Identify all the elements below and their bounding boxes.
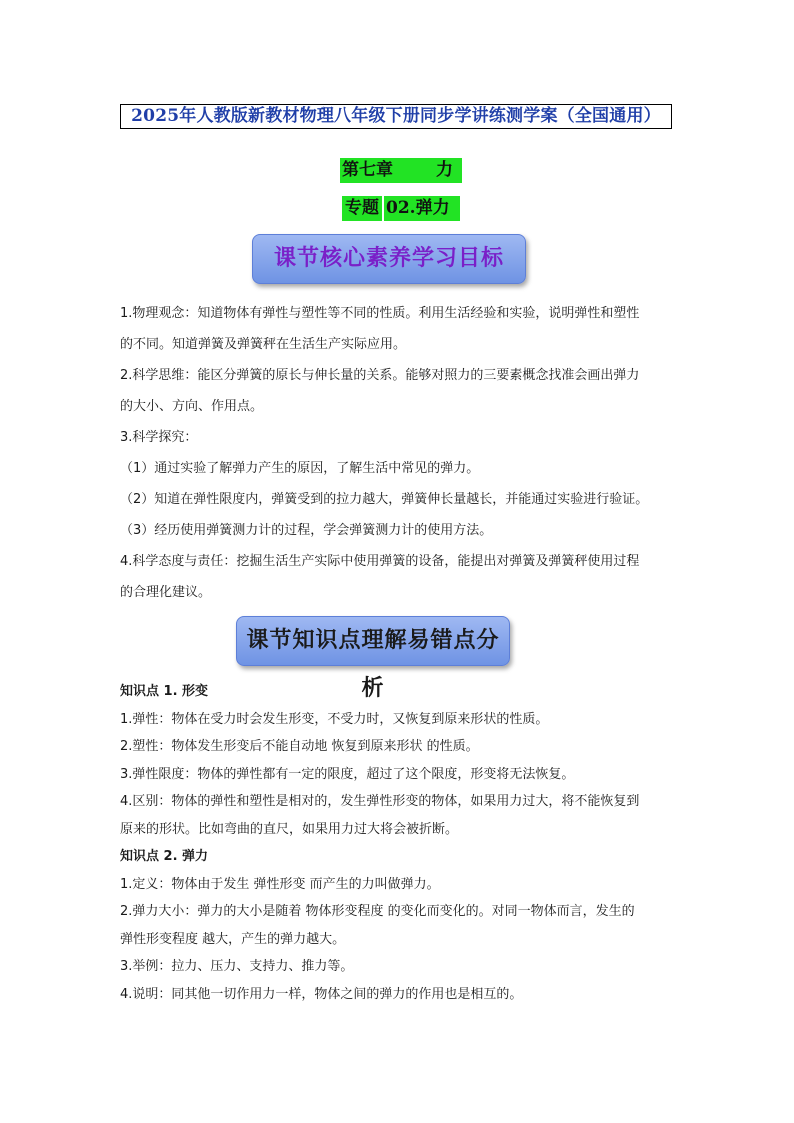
paragraph-line: 2.科学思维：能区分弹簧的原长与伸长量的关系。能够对照力的三要素概念找准会画出弹力 [120, 368, 640, 383]
paragraph-line: （1）通过实验了解弹力产生的原因，了解生活中常见的弹力。 [120, 461, 480, 476]
paragraph-line: 的合理化建议。 [120, 585, 212, 600]
document-title: 2025年人教版新教材物理八年级下册同步学讲练测学案（全国通用） [120, 104, 672, 129]
paragraph-line: 的不同。知道弹簧及弹簧秤在生活生产实际应用。 [120, 337, 407, 352]
paragraph-line: 4.区别：物体的弹性和塑性是相对的，发生弹性形变的物体，如果用力过大，将不能恢复到 [120, 794, 640, 809]
paragraph-line: 弹性形变程度 越大，产生的弹力越大。 [120, 931, 346, 947]
paragraph-line: 4.科学态度与责任：挖掘生活生产实际中使用弹簧的设备，能提出对弹簧及弹簧秤使用过程 [120, 554, 640, 569]
paragraph-line: 3.科学探究： [120, 430, 198, 445]
paragraph-line: 4.说明：同其他一切作用力一样，物体之间的弹力的作用也是相互的。 [120, 986, 523, 1002]
topic-name: 02.弹力 [384, 196, 460, 221]
paragraph-line: 原来的形状。比如弯曲的直尺，如果用力过大将会被折断。 [120, 821, 459, 837]
paragraph-line: 3.举例：拉力、压力、支持力、推力等。 [120, 959, 354, 974]
knowledge-points-text [120, 678, 676, 1008]
section-banner-knowledge-points: 课节知识点理解易错点分析 [236, 616, 510, 666]
chapter-label: 第七章 [342, 160, 393, 180]
knowledge-point-heading: 知识点 1. 形变 [120, 684, 209, 699]
paragraph-line: 3.弹性限度：物体的弹性都有一定的限度，超过了这个限度，形变将无法恢复。 [120, 766, 575, 782]
learning-goals-text [120, 298, 676, 608]
paragraph-line: 1.定义：物体由于发生 弹性形变 而产生的力叫做弹力。 [120, 876, 440, 892]
section-banner-learning-goals: 课节核心素养学习目标 [252, 234, 526, 284]
chapter-subject: 力 [436, 160, 453, 180]
chapter-heading [340, 158, 462, 183]
paragraph-line: （2）知道在弹性限度内，弹簧受到的拉力越大，弹簧伸长量越长，并能通过实验进行验证。 [120, 492, 649, 507]
paragraph-line: 2.弹力大小：弹力的大小是随着 物体形变程度 的变化而变化的。对同一物体而言，发生的 [120, 904, 635, 919]
paragraph-line: 1.物理观念：知道物体有弹性与塑性等不同的性质。利用生活经验和实验，说明弹性和塑性 [120, 306, 640, 321]
paragraph-line: 的大小、方向、作用点。 [120, 399, 264, 414]
topic-prefix: 专题 [342, 196, 382, 221]
paragraph-line: （3）经历使用弹簧测力计的过程，学会弹簧测力计的使用方法。 [120, 523, 493, 538]
knowledge-point-heading: 知识点 2. 弹力 [120, 849, 209, 864]
paragraph-line: 1.弹性：物体在受力时会发生形变，不受力时，又恢复到原来形状的性质。 [120, 711, 549, 727]
paragraph-line: 2.塑性：物体发生形变后不能自动地 恢复到原来形状 的性质。 [120, 739, 479, 754]
